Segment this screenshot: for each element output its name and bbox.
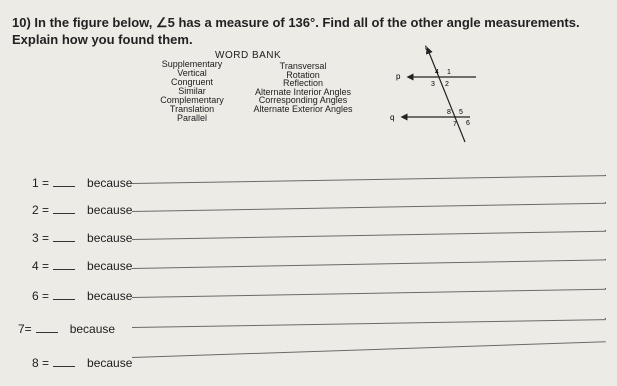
because-label: because — [87, 203, 133, 217]
word-bank-term: Corresponding Angles — [258, 95, 348, 105]
answer-row-1 — [32, 176, 132, 190]
line-end-mark: . — [604, 223, 607, 234]
line-end-mark: . — [604, 281, 607, 292]
because-label: because — [87, 231, 133, 245]
answer-blank[interactable] — [53, 259, 75, 270]
answer-label: 6 = — [32, 289, 50, 303]
because-label: because — [87, 289, 133, 303]
line-end-mark: . — [604, 168, 607, 179]
because-label: because — [87, 356, 133, 370]
label-q: q — [390, 113, 395, 122]
answer-blank[interactable] — [53, 289, 75, 300]
angle-4-label: 4 — [435, 69, 439, 76]
angle-2-label: 2 — [445, 81, 449, 88]
answer-label: 4 = — [32, 259, 50, 273]
explanation-line[interactable] — [132, 319, 606, 328]
word-bank-term: Supplementary — [161, 59, 223, 69]
because-label: because — [69, 322, 116, 336]
word-bank-term: Parallel — [176, 113, 207, 123]
angle-8-label: 8 — [447, 109, 451, 116]
line-end-mark: . — [604, 252, 607, 263]
answer-blank[interactable] — [53, 203, 75, 214]
answer-row-2 — [32, 203, 132, 217]
answer-row-6 — [32, 289, 132, 303]
question-text — [12, 14, 612, 48]
parallel-lines-figure — [380, 44, 490, 144]
explanation-line[interactable] — [132, 231, 606, 240]
word-bank-term: Complementary — [160, 95, 224, 105]
line-end-mark: . — [604, 195, 607, 206]
word-bank-term: Rotation — [286, 69, 320, 80]
answer-label: 1 = — [32, 176, 50, 190]
label-t: t — [425, 45, 427, 52]
answer-label: 3 = — [32, 231, 50, 245]
answer-row-8 — [32, 356, 132, 370]
explanation-line[interactable] — [132, 203, 606, 212]
line-end-mark: . — [604, 311, 607, 322]
word-bank-term: Translation — [169, 104, 215, 114]
answer-label: 2 = — [32, 203, 50, 217]
answer-row-7 — [18, 322, 115, 336]
answer-blank[interactable] — [53, 356, 75, 367]
angle-1-label: 1 — [447, 69, 451, 76]
word-bank-term: Similar — [178, 86, 206, 96]
answer-blank[interactable] — [36, 322, 58, 333]
word-bank-right-column — [238, 62, 368, 113]
word-bank-term: Transversal — [279, 61, 327, 71]
question-body: In the figure below, ∠5 has a measure of 136°. Find all of the other angle measurements. Explain how you found them. — [12, 15, 580, 47]
because-label: because — [87, 259, 133, 273]
word-bank-title: WORD BANK — [215, 50, 282, 61]
because-label: because — [87, 176, 133, 190]
word-bank-term: Alternate Exterior Angles — [253, 103, 353, 114]
explanation-line[interactable] — [132, 289, 606, 298]
answer-row-4 — [32, 259, 132, 273]
word-bank-term: Vertical — [177, 68, 207, 78]
answer-label: 7= — [18, 322, 32, 336]
word-bank-left-column — [152, 60, 232, 123]
angle-7-label: 7 — [453, 121, 457, 128]
angle-6-label: 6 — [466, 120, 470, 127]
answer-label: 8 = — [32, 356, 50, 370]
answer-row-3 — [32, 231, 132, 245]
answer-blank[interactable] — [53, 176, 75, 187]
explanation-line[interactable] — [132, 341, 606, 358]
word-bank-term: Reflection — [282, 78, 324, 88]
word-bank-term: Congruent — [170, 77, 214, 87]
question-number: 10) — [12, 15, 31, 30]
explanation-line[interactable] — [132, 175, 606, 184]
explanation-line[interactable] — [132, 259, 606, 269]
label-p: p — [396, 72, 401, 81]
angle-3-label: 3 — [431, 81, 435, 88]
answer-blank[interactable] — [53, 231, 75, 242]
word-bank-term: Alternate Interior Angles — [254, 86, 352, 97]
transversal-t — [428, 50, 465, 142]
angle-5-label: 5 — [459, 109, 463, 116]
